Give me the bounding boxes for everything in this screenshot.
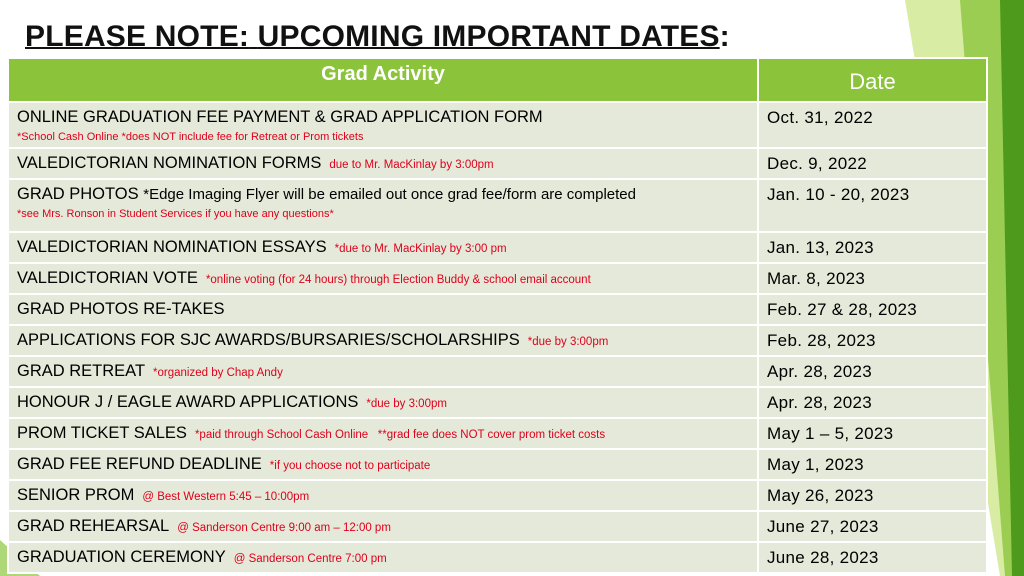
table-row (8, 148, 987, 179)
activity-name: APPLICATIONS FOR SJC AWARDS/BURSARIES/SCHOLARSHIPS (17, 331, 520, 349)
date-cell: Feb. 28, 2023 (758, 325, 987, 356)
activity-name: GRADUATION CEREMONY (17, 548, 226, 566)
table-row (8, 542, 987, 573)
date-cell: Apr. 28, 2023 (758, 356, 987, 387)
page-title (25, 20, 730, 54)
activity-plain-note: *Edge Imaging Flyer will be emailed out once grad fee/form are completed (143, 186, 636, 203)
activity-cell (8, 102, 758, 148)
table-row (8, 102, 987, 148)
table-row (8, 325, 987, 356)
table-row (8, 356, 987, 387)
activity-cell (8, 179, 758, 232)
activity-note: @ Sanderson Centre 7:00 pm (233, 553, 387, 565)
activity-name: SENIOR PROM (17, 486, 135, 504)
activity-name: VALEDICTORIAN VOTE (17, 269, 198, 287)
date-cell: May 1 – 5, 2023 (758, 418, 987, 449)
date-cell: Jan. 10 - 20, 2023 (758, 179, 987, 232)
activity-name: GRAD FEE REFUND DEADLINE (17, 455, 262, 473)
activity-name: HONOUR J / EAGLE AWARD APPLICATIONS (17, 393, 359, 411)
activity-name: GRAD REHEARSAL (17, 517, 170, 535)
activity-note: @ Best Western 5:45 – 10:00pm (142, 491, 310, 503)
activity-name: GRAD RETREAT (17, 362, 146, 380)
table-row (8, 263, 987, 294)
activity-cell (8, 387, 758, 418)
table-row (8, 294, 987, 325)
activity-cell (8, 542, 758, 573)
table-body (8, 102, 987, 573)
activity-name: GRAD PHOTOS (17, 185, 139, 203)
date-cell: Oct. 31, 2022 (758, 102, 987, 148)
table-row (8, 449, 987, 480)
activity-note: *if you choose not to participate (269, 460, 431, 472)
activity-cell (8, 449, 758, 480)
table-row (8, 480, 987, 511)
activity-cell (8, 511, 758, 542)
activity-cell (8, 480, 758, 511)
activity-cell (8, 263, 758, 294)
activity-note: *paid through School Cash Online **grad fee does NOT cover prom ticket costs (194, 429, 606, 441)
dates-table (7, 57, 988, 574)
date-cell: Jan. 13, 2023 (758, 232, 987, 263)
activity-note: *due by 3:00pm (366, 398, 447, 410)
activity-note: @ Sanderson Centre 9:00 am – 12:00 pm (177, 522, 391, 534)
activity-subnote: *School Cash Online *does NOT include fee for Retreat or Prom tickets (17, 130, 364, 143)
activity-note: due to Mr. MacKinlay by 3:00pm (329, 159, 494, 171)
activity-cell (8, 148, 758, 179)
title-upcoming-dates: UPCOMING IMPORTANT DATES (257, 20, 720, 53)
header-grad-activity: Grad Activity (8, 58, 758, 102)
activity-note: *organized by Chap Andy (153, 367, 283, 379)
activity-name: GRAD PHOTOS RE-TAKES (17, 300, 225, 318)
date-cell: June 27, 2023 (758, 511, 987, 542)
table-row (8, 418, 987, 449)
table-row (8, 387, 987, 418)
date-cell: Mar. 8, 2023 (758, 263, 987, 294)
date-cell: Dec. 9, 2022 (758, 148, 987, 179)
table-row (8, 232, 987, 263)
date-cell: May 1, 2023 (758, 449, 987, 480)
date-cell: June 28, 2023 (758, 542, 987, 573)
activity-name: VALEDICTORIAN NOMINATION ESSAYS (17, 238, 327, 256)
table-row (8, 511, 987, 542)
activity-name: ONLINE GRADUATION FEE PAYMENT & GRAD APPLICATION FORM (17, 108, 543, 126)
activity-cell (8, 418, 758, 449)
title-spacer (249, 20, 258, 53)
activity-cell (8, 232, 758, 263)
activity-note: *due to Mr. MacKinlay by 3:00 pm (334, 243, 507, 255)
header-date: Date (758, 58, 987, 102)
activity-cell (8, 325, 758, 356)
title-please-note: PLEASE NOTE: (25, 20, 250, 53)
date-cell: Apr. 28, 2023 (758, 387, 987, 418)
date-cell: May 26, 2023 (758, 480, 987, 511)
table-header-row (8, 58, 987, 102)
title-colon: : (719, 20, 730, 53)
activity-name: VALEDICTORIAN NOMINATION FORMS (17, 154, 322, 172)
activity-cell (8, 294, 758, 325)
activity-note: *online voting (for 24 hours) through Election Buddy & school email account (205, 274, 591, 286)
table-row (8, 179, 987, 232)
date-cell: Feb. 27 & 28, 2023 (758, 294, 987, 325)
activity-note: *due by 3:00pm (527, 336, 609, 348)
activity-name: PROM TICKET SALES (17, 424, 187, 442)
activity-cell (8, 356, 758, 387)
activity-subnote: *see Mrs. Ronson in Student Services if you have any questions* (17, 207, 334, 220)
